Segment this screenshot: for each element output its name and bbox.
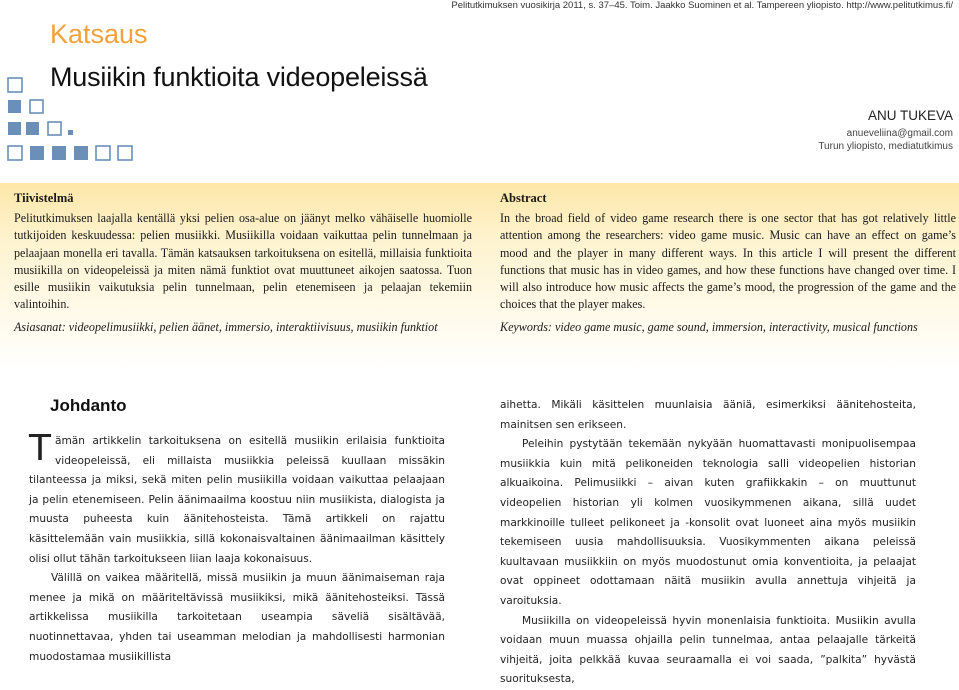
section-heading: Johdanto — [50, 396, 127, 415]
abstract-fi-text: Pelitutkimuksen laajalla kentällä yksi pelien osa-alue on jäänyt melko vähäiselle huomiolle tutkijoiden keskuudessa: pelien musiikki. Musiikilla voidaan vaikuttaa pelin tunnelmaan ja pelaajaan monella eri tavalla. Tämän katsauksen tarkoituksena on esitellä, millaisia funktioita musiikilla on videopeleissä ja miten nämä funktiot ovat muuttuneet aikojen saatossa. Tuon esille musiikin vaikutuksia pelin tunnelmaan, pelin etenemiseen ja pelaajan tekemiin valintoihin. — [14, 211, 472, 312]
abstract-fi-heading: Tiivistelmä — [14, 191, 74, 205]
abstract-en-keywords: Keywords: video game music, game sound, immersion, interactivity, musical functions — [500, 320, 918, 335]
article-title: Musiikin funktioita videopeleissä — [50, 62, 428, 92]
body-paragraph: Välillä on vaikea määritellä, missä musiikin ja muun äänimaiseman raja menee ja mikä on määriteltävissä musiikiksi, mikä äänitehosteiksi. Tässä artikkelissa musiikilla tarkoitetaan useampia säveliä sisältävää, nuotinnettavaa, yhden tai useamman melodian ja mahdollisesti harmonian muodostamaa musiikillista — [29, 572, 445, 663]
author-name: ANU TUKEVA — [867, 108, 953, 123]
publication-reference: Pelitutkimuksen vuosikirja 2011, s. 37–45. Toim. Jaakko Suominen et al. Tampereen yliopisto. http://www.pelitutkimus.fi/ — [451, 0, 953, 11]
body-paragraph: Peleihin pystytään tekemään nykyään huomattavasti monipuolisempaa musiikkia kuin mitä pelikoneiden teknologia salli videopelien historian alkuaikoina. Pelimusiikki – aivan kuten grafiikkakin – on muuttunut videopelien historian yli kolmen vuosikymmenen aikana, sillä uudet markkinoille tulleet pelikoneet ja -konsolit ovat luoneet aina myös musiikin tekemiseen uusia mahdollisuuksia. Vuosikymmenten aikana peleissä kuultavaan musiikkiin on myös muodostunut omia konventioita, ja pelaajat ovat oppineet odottamaan näitä musiikin avulla annettuja vihjeitä ja varoituksia. — [500, 438, 916, 607]
body-paragraph-text: ämän artikkelin tarkoituksena on esitellä musiikin erilaisia funktioita videopeleissä, eli millaista musiikkia peleissä kuullaan missäkin tilanteessa ja miksi, sekä miten pelin musiikilla voidaan vaikuttaa pelaajaan ja pelin etenemiseen. Pelin äänimaailma koostuu niin musiikista, dialogista ja muusta puheesta kuin äänitehosteista. Tämä artikkeli on rajattu käsittelemään vain musiikkia, sillä kokonaisvaltainen äänimaailman käsittely olisi ollut tähän tarkoitukseen liian laaja kokonaisuus. — [29, 435, 445, 565]
abstract-fi-keywords: Asiasanat: videopelimusiikki, pelien äänet, immersio, interaktiivisuus, musiikin funktiot — [14, 320, 438, 335]
body-paragraph: aihetta. Mikäli käsittelen muunlaisia ääniä, esimerkiksi äänitehosteita, mainitsen sen erikseen. — [500, 399, 916, 431]
abstract-finnish — [14, 190, 472, 337]
body-right-column — [500, 396, 916, 690]
author-email[interactable]: anueveliina@gmail.com — [846, 128, 953, 139]
body-paragraph — [29, 428, 445, 569]
abstract-en-heading: Abstract — [500, 191, 547, 205]
squares-logo-icon — [0, 70, 140, 165]
abstract-en-text: In the broad field of video game research there is one sector that has got relatively little attention among the researchers: video game music. Music can have an effect on game’s mood and the player in many different ways. In this article I will present the different functions that music has in video games, and how these functions have changed over time. I will also introduce how music affects the game’s mood, the progression of the game and the choices that the player makes. — [500, 211, 956, 312]
section-label: Katsaus — [50, 19, 148, 49]
author-affiliation: Turun yliopisto, mediatutkimus — [818, 141, 953, 152]
drop-cap: T — [29, 428, 51, 469]
body-left-column — [29, 428, 445, 667]
body-paragraph: Musiikilla on videopeleissä hyvin monenlaisia funktioita. Musiikin avulla voidaan muun muassa ohjailla pelin tunnelmaa, antaa pelaajalle tärkeitä vihjeitä, joita pelkkää kuvaa seuraamalla ei voi saada, ”palkita” hyvästä suorituksesta, — [500, 614, 916, 686]
abstract-english — [500, 190, 956, 337]
